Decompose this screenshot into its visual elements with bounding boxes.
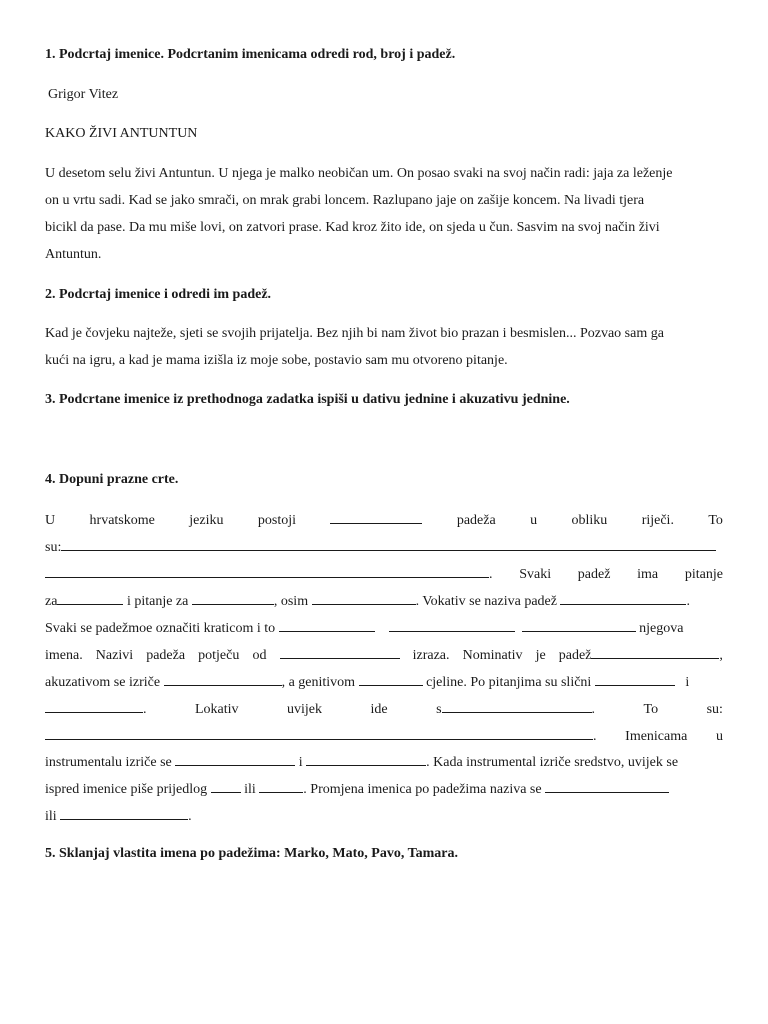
blank[interactable] [259, 780, 303, 793]
blank[interactable] [359, 673, 423, 686]
blank[interactable] [442, 700, 592, 713]
fill-line-10: instrumentalu izriče se i . Kada instrumental izriče sredstvo, uvijek se [45, 755, 679, 770]
blank[interactable] [280, 646, 400, 659]
task5-heading: 5. Sklanjaj vlastita imena po padežima: Marko, Mato, Pavo, Tamara. [45, 846, 458, 861]
fill-line-4: za i pitanje za , osim . Vokativ se naziva padež . [45, 594, 690, 609]
blank[interactable] [522, 619, 636, 632]
task3-heading: 3. Podcrtane imenice iz prethodnoga zadatka ispiši u dativu jednine i akuzativu jednine. [45, 392, 570, 407]
blank[interactable] [61, 538, 716, 551]
poem-line: U desetom selu živi Antuntun. U njega je malko neobičan um. On posao svaki na svoj način radi: jaja za leženje [45, 166, 673, 181]
poem-author: Grigor Vitez [48, 87, 119, 102]
blank[interactable] [595, 673, 675, 686]
poem-line: Antuntun. [45, 247, 102, 262]
blank[interactable] [60, 807, 188, 820]
fill-line-2: su: [45, 538, 716, 556]
task2-heading: 2. Podcrtaj imenice i odredi im padež. [45, 287, 272, 302]
fill-line-9: . Imenicama u [45, 727, 723, 747]
blank[interactable] [279, 619, 375, 632]
poem-title: KAKO ŽIVI ANTUNTUN [45, 126, 198, 141]
task2-text-line: Kad je čovjeku najteže, sjeti se svojih prijatelja. Bez njih bi nam život bio prazan i besmislen... Pozvao sam ga [45, 326, 664, 341]
blank[interactable] [591, 646, 719, 659]
blank[interactable] [45, 700, 143, 713]
blank[interactable] [45, 727, 593, 740]
task4-heading: 4. Dopuni prazne crte. [45, 472, 179, 487]
blank[interactable] [192, 592, 274, 605]
poem-line: bicikl da pase. Da mu miše lovi, on zatvori prase. Kad kroz žito ide, on sjeda u čun. Sasvim na svoj način živi [45, 220, 660, 235]
task2-text-line: kući na igru, a kad je mama izišla iz moje sobe, postavio sam mu otvoreno pitanje. [45, 353, 508, 368]
task1-heading: 1. Podcrtaj imenice. Podcrtanim imenicama odredi rod, broj i padež. [45, 47, 456, 62]
fill-line-7: akuzativom se izriče , a genitivom cjeline. Po pitanjima su slični i [45, 675, 690, 690]
blank[interactable] [57, 592, 123, 605]
fill-line-12: ili . [45, 809, 192, 824]
blank[interactable] [175, 753, 295, 766]
poem-line: on u vrtu sadi. Kad se jako smrači, on mrak grabi loncem. Razlupano jaje on zašije koncem. Na livadi tjera [45, 193, 645, 208]
fill-line-1: U hrvatskome jeziku postoji padeža u obliku riječi. To [45, 513, 723, 528]
fill-line-11: ispred imenice piše prijedlog ili . Promjena imenica po padežima naziva se [45, 780, 669, 798]
blank[interactable] [560, 592, 686, 605]
blank[interactable] [330, 511, 422, 524]
fill-line-8: . Lokativ uvijek ide s . To su: [45, 700, 723, 720]
blank[interactable] [389, 619, 515, 632]
fill-line-6: imena. Nazivi padeža potječu od izraza. Nominativ je padež , [45, 648, 723, 663]
blank[interactable] [312, 592, 416, 605]
fill-line-3: . Svaki padež ima pitanje [45, 565, 723, 585]
blank[interactable] [306, 753, 426, 766]
blank[interactable] [45, 565, 489, 578]
fill-line-5: Svaki se padežmoe označiti kraticom i to njegova [45, 621, 684, 636]
blank[interactable] [164, 673, 282, 686]
blank[interactable] [211, 780, 241, 793]
blank[interactable] [545, 780, 669, 793]
